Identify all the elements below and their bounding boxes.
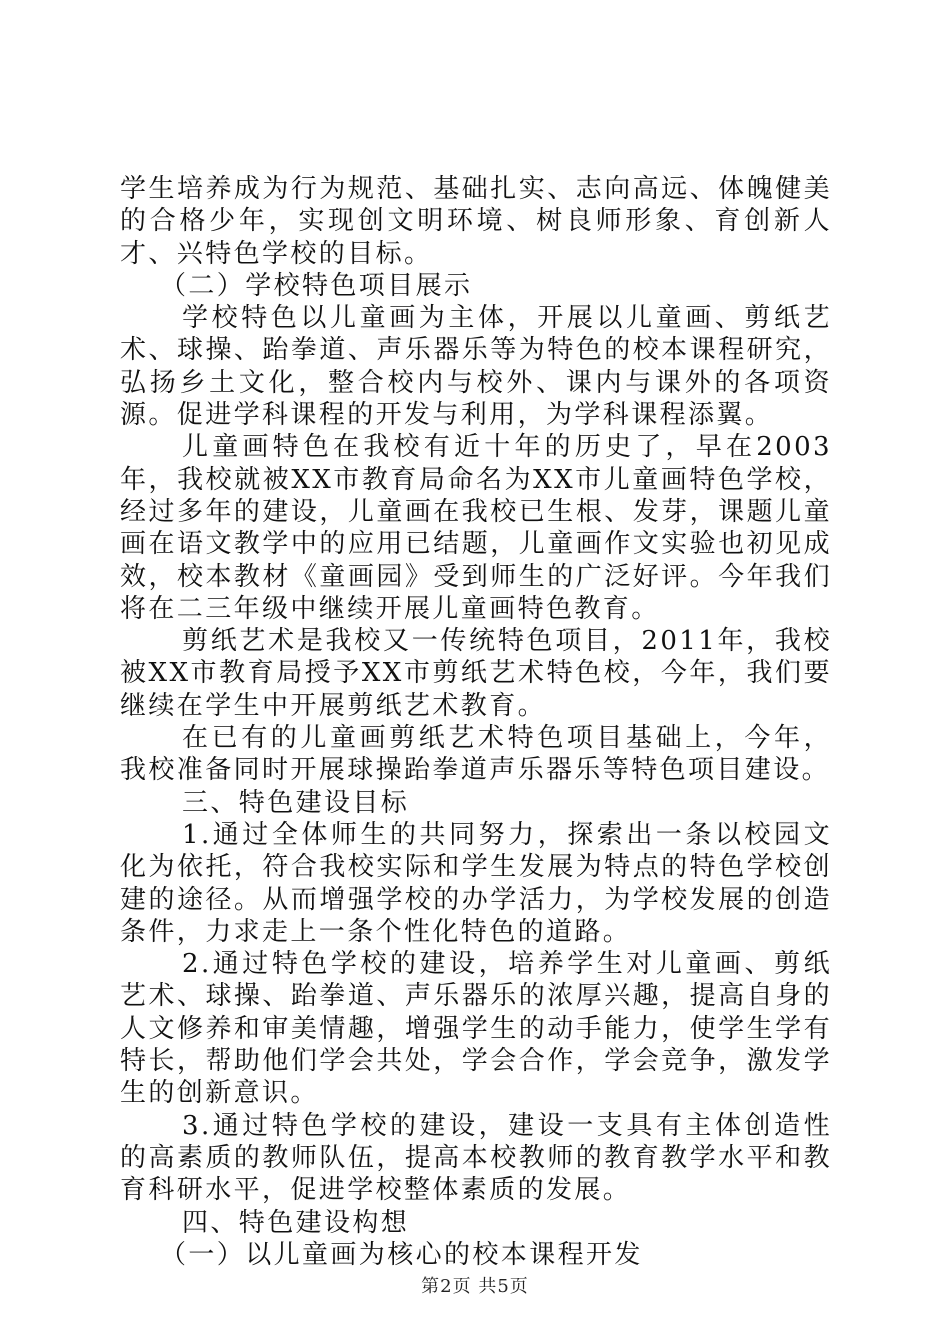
paragraph-new-projects: 在已有的儿童画剪纸艺术特色项目基础上，今年，我校准备同时开展球操跆拳道声乐器乐等特色项目建设。 <box>120 723 832 786</box>
paragraph-paper-cutting: 剪纸艺术是我校又一传统特色项目，2011年，我校被XX市教育局授予XX市剪纸艺术特色校，今年，我们要继续在学生中开展剪纸艺术教育。 <box>120 626 832 721</box>
document-body <box>120 173 832 1271</box>
paragraph-goal-1: 1.通过全体师生的共同努力，探索出一条以校园文化为依托，符合我校实际和学生发展为特点的特色学校创建的途径。从而增强学校的办学活力，为学校发展的创造条件，力求走上一条个性化特色的道路。 <box>120 819 832 947</box>
page-number-footer: 第2页 共5页 <box>421 1276 529 1297</box>
paragraph-goal-2: 2.通过特色学校的建设，培养学生对儿童画、剪纸艺术、球操、跆拳道、声乐器乐的浓厚兴趣，提高自身的人文修养和审美情趣，增强学生的动手能力，使学生学有特长，帮助他们学会共处，学会合作，学会竞争，激发学生的创新意识。 <box>120 949 832 1109</box>
subsection-heading-curriculum: （一）以儿童画为核心的校本课程开发 <box>160 1239 643 1270</box>
paragraph-goal-3: 3.通过特色学校的建设，建设一支具有主体创造性的高素质的教师队伍，提高本校教师的教育教学水平和教育科研水平，促进学校整体素质的发展。 <box>120 1110 832 1206</box>
paragraph-feature-overview: 学校特色以儿童画为主体，开展以儿童画、剪纸艺术、球操、跆拳道、声乐器乐等为特色的校本课程研究，弘扬乡土文化，整合校内与校外、课内与课外的各项资源。促进学科课程的开发与利用，为学科课程添翼。 <box>120 303 832 431</box>
section-heading-goals: 三、特色建设目标 <box>182 787 410 818</box>
paragraph-childrens-painting: 儿童画特色在我校有近十年的历史了，早在2003年，我校就被XX市教育局命名为XX市儿童画特色学校，经过多年的建设，儿童画在我校已生根、发芽，课题儿童画在语文教学中的应用已结题，儿童画作文实验也初见成效，校本教材《童画园》受到师生的广泛好评。今年我们将在二三年级中继续开展儿童画特色教育。 <box>120 432 832 624</box>
section-heading-plan: 四、特色建设构想 <box>182 1207 410 1238</box>
paragraph-intro-continuation: 学生培养成为行为规范、基础扎实、志向高远、体魄健美的合格少年，实现创文明环境、树良师形象、育创新人才、兴特色学校的目标。 <box>120 174 832 269</box>
section-heading-feature-projects: （二）学校特色项目展示 <box>160 270 473 301</box>
